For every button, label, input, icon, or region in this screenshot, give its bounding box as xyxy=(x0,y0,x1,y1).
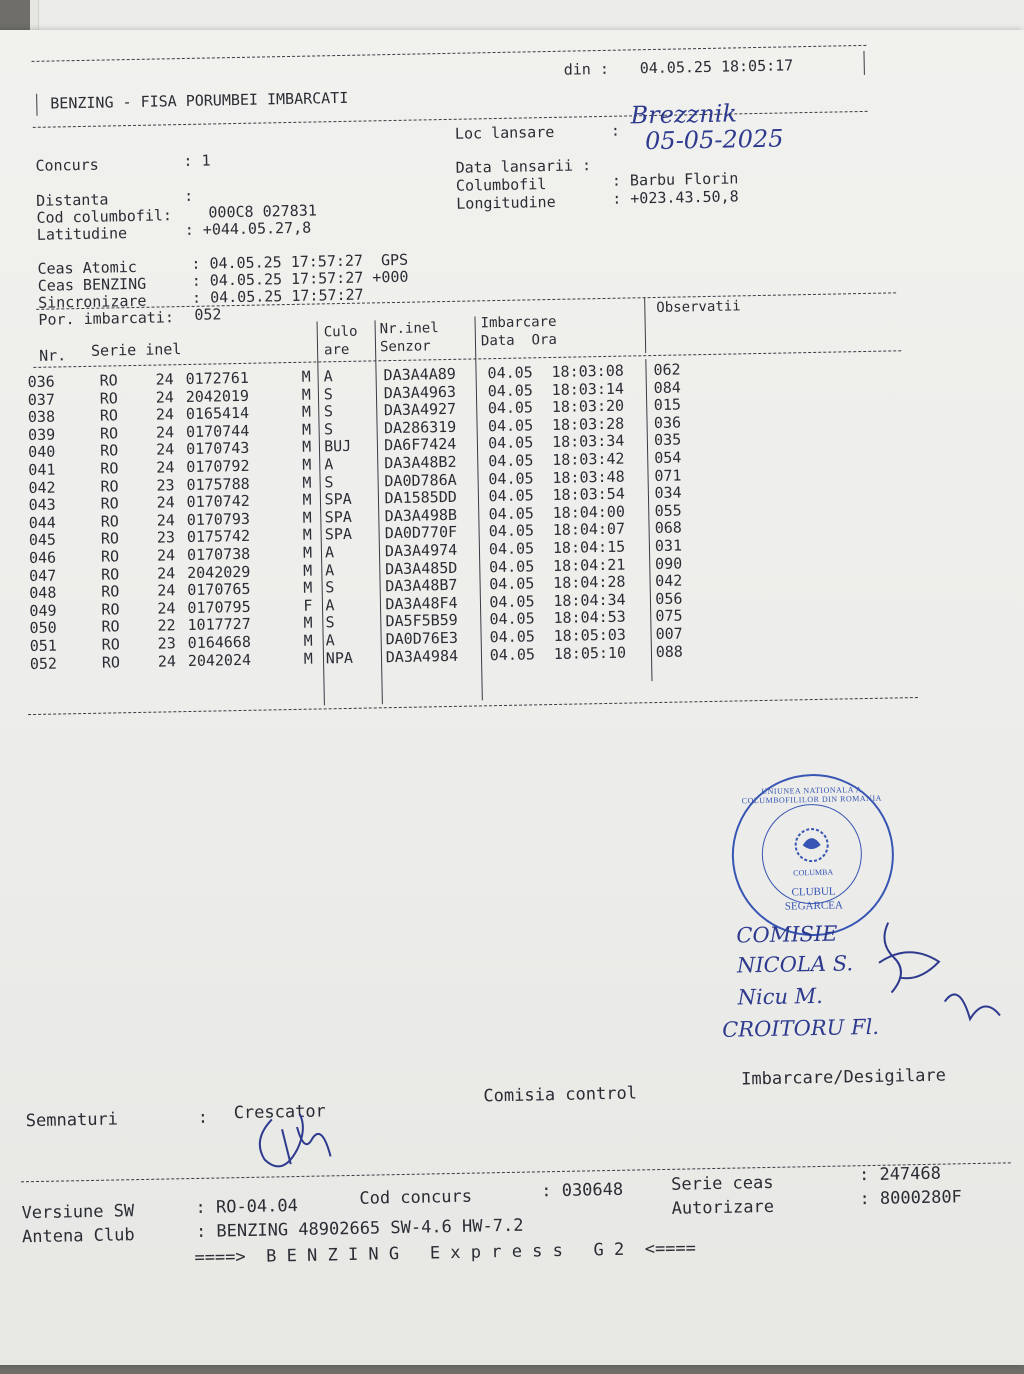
cell-sex: M xyxy=(302,508,312,527)
commission-line-2: NICOLA S. xyxy=(736,951,854,978)
cell-an: 24 xyxy=(155,423,175,442)
cell-data: 04.05 xyxy=(488,539,535,559)
cell-ora: 18:04:15 xyxy=(552,537,626,557)
cell-nr: 047 xyxy=(29,566,57,585)
cell-ora: 18:03:08 xyxy=(551,361,624,381)
cell-data: 04.05 xyxy=(487,380,534,400)
col-header-imbarcare: Imbarcare xyxy=(480,313,557,332)
cell-an: 24 xyxy=(156,458,175,477)
columbofil-value: : Barbu Florin xyxy=(611,169,739,190)
cell-obs: 007 xyxy=(655,624,683,644)
cell-obs: 036 xyxy=(653,413,682,432)
cell-ora: 18:04:00 xyxy=(552,502,626,522)
cell-sex: M xyxy=(302,543,313,562)
col-header-serie: Serie inel xyxy=(90,340,182,360)
cell-sex: M xyxy=(302,455,312,474)
cell-cul: SPA xyxy=(324,490,352,509)
por-imbarcati-value: 052 xyxy=(194,305,222,324)
longitudine-value: : +023.43.50,8 xyxy=(612,187,739,208)
cell-inel: 0170743 xyxy=(186,439,250,459)
cell-senzor: DA3A4A89 xyxy=(383,364,456,385)
cell-an: 23 xyxy=(156,475,175,495)
cell-tara: RO xyxy=(100,547,120,566)
cell-ora: 18:04:34 xyxy=(553,590,626,610)
concurs-value: : 1 xyxy=(183,151,211,171)
col-header-data-ora: Data Ora xyxy=(480,331,557,350)
loc-lansare-label: Loc lansare xyxy=(454,122,555,143)
cell-an: 24 xyxy=(155,387,175,407)
cell-inel: 2042019 xyxy=(185,386,250,406)
cell-cul: BUJ xyxy=(323,437,352,456)
cell-obs: 056 xyxy=(655,589,683,608)
cell-cul: S xyxy=(323,419,334,439)
cell-obs: 034 xyxy=(654,483,682,503)
cell-an: 24 xyxy=(155,405,175,424)
cell-data: 04.05 xyxy=(488,468,534,488)
cell-an: 24 xyxy=(156,440,175,459)
cell-data: 04.05 xyxy=(488,486,534,506)
longitudine-label: Longitudine xyxy=(456,192,556,213)
cell-tara: RO xyxy=(101,652,121,672)
cell-cul: A xyxy=(324,560,335,579)
ceas-atomic-label: Ceas Atomic xyxy=(37,257,137,278)
cell-cul: A xyxy=(324,455,334,474)
cell-tara: RO xyxy=(100,494,119,513)
col-header-nr: Nr. xyxy=(38,346,67,365)
commission-line-1: COMISIE xyxy=(736,921,838,948)
comisia-control-label: Comisia control xyxy=(483,1083,638,1107)
cell-nr: 049 xyxy=(29,601,57,620)
cell-ora: 18:05:10 xyxy=(553,643,627,663)
col-header-culo: Culo xyxy=(323,323,358,341)
serie-ceas-label: Serie ceas xyxy=(670,1172,774,1195)
latitudine-label: Latitudine xyxy=(36,224,128,244)
sincronizare-label: Sincronizare xyxy=(37,291,147,312)
cell-sex: M xyxy=(303,614,313,633)
cell-cul: A xyxy=(325,595,335,615)
cod-concurs-label: Cod concurs xyxy=(359,1186,473,1209)
cell-ora: 18:04:53 xyxy=(553,608,626,628)
cell-inel: 0170793 xyxy=(186,509,251,529)
cell-ora: 18:03:28 xyxy=(551,414,625,434)
cell-inel: 2042024 xyxy=(187,650,252,670)
cell-obs: 035 xyxy=(653,430,682,450)
cell-senzor: DA3A48F4 xyxy=(385,593,458,614)
loc-lansare-handwritten: Brezznik xyxy=(630,99,738,130)
commission-line-3: Nicu M. xyxy=(737,983,824,1010)
cell-data: 04.05 xyxy=(488,521,535,541)
cell-senzor: DA3A48B7 xyxy=(385,576,458,596)
commission-signature-scribbles xyxy=(848,900,1011,1043)
cod-columbofil-value: 000C8 027831 xyxy=(208,201,317,222)
stamp-club-line2: SEGARCEA xyxy=(784,899,843,913)
cell-ora: 18:03:42 xyxy=(552,449,625,469)
cell-data: 04.05 xyxy=(488,504,534,524)
header-left-bar xyxy=(36,94,37,116)
cell-sex: M xyxy=(301,438,312,457)
cell-senzor: DA3A4927 xyxy=(383,400,457,420)
cell-ora: 18:05:03 xyxy=(553,625,627,645)
cell-an: 24 xyxy=(157,581,176,600)
cell-tara: RO xyxy=(101,635,120,654)
cell-cul: NPA xyxy=(325,648,354,667)
cell-sex: M xyxy=(301,402,312,421)
cell-an: 23 xyxy=(156,528,176,547)
cell-cul: A xyxy=(323,367,333,386)
semnaturi-colon: : xyxy=(197,1107,209,1128)
imbarcare-desigilare-label: Imbarcare/Desigilare xyxy=(740,1065,947,1090)
cell-ora: 18:03:14 xyxy=(551,379,625,399)
cell-sex: M xyxy=(303,578,313,597)
cell-nr: 052 xyxy=(29,654,58,673)
cell-inel: 0170792 xyxy=(186,456,250,477)
cell-ora: 18:04:21 xyxy=(552,555,626,575)
cell-inel: 1017727 xyxy=(187,615,251,635)
cell-nr: 050 xyxy=(29,618,57,638)
latitudine-value: : +044.05.27,8 xyxy=(184,218,312,240)
cell-obs: 090 xyxy=(654,554,683,573)
header-right-bar xyxy=(863,51,864,75)
col-header-nrinel: Nr.inel xyxy=(379,320,439,338)
cell-senzor: DA3A4963 xyxy=(383,382,457,402)
cell-tara: RO xyxy=(101,600,120,619)
cell-nr: 040 xyxy=(28,442,56,462)
cell-tara: RO xyxy=(99,371,118,390)
cell-data: 04.05 xyxy=(489,592,535,612)
cell-cul: SPA xyxy=(324,525,353,544)
cell-ora: 18:03:20 xyxy=(551,396,625,417)
cell-nr: 045 xyxy=(28,530,57,550)
cell-tara: RO xyxy=(99,424,119,443)
cell-senzor: DA3A498B xyxy=(384,505,458,526)
cell-ora: 18:03:48 xyxy=(552,467,625,487)
cell-sex: M xyxy=(302,490,312,509)
cell-an: 24 xyxy=(157,651,177,671)
cell-sex: M xyxy=(301,420,312,439)
table-bottom-rule xyxy=(28,697,918,715)
cell-nr: 042 xyxy=(28,478,56,497)
cell-data: 04.05 xyxy=(489,574,535,594)
cell-data: 04.05 xyxy=(487,363,533,383)
cell-senzor: DA1585DD xyxy=(384,488,457,508)
cell-obs: 071 xyxy=(654,466,682,485)
table-top-rule xyxy=(36,292,896,310)
cell-ora: 18:03:54 xyxy=(552,484,625,505)
cell-nr: 051 xyxy=(29,636,57,656)
document-title: BENZING - FISA PORUMBEI IMBARCATI xyxy=(50,88,349,113)
cell-data: 04.05 xyxy=(489,644,536,664)
cell-inel: 0165414 xyxy=(185,403,250,424)
cell-nr: 048 xyxy=(29,583,57,603)
stamp-club-line1: CLUBUL xyxy=(791,885,836,899)
cell-an: 24 xyxy=(157,599,176,618)
cell-tara: RO xyxy=(100,459,119,478)
distanta-label: Distanta xyxy=(35,190,109,210)
cell-data: 04.05 xyxy=(487,398,534,418)
cell-nr: 039 xyxy=(27,425,56,444)
cell-obs: 075 xyxy=(655,606,683,626)
crescator-label: Crescator xyxy=(233,1101,327,1124)
cell-obs: 054 xyxy=(654,448,682,468)
cell-an: 24 xyxy=(155,370,174,389)
cell-sex: F xyxy=(303,596,313,615)
cell-inel: 0172761 xyxy=(185,368,249,389)
cell-cul: S xyxy=(323,402,334,421)
cell-tara: RO xyxy=(100,564,120,584)
cell-obs: 042 xyxy=(655,571,683,591)
cell-an: 24 xyxy=(156,493,175,512)
cell-tara: RO xyxy=(99,406,119,425)
col-divider-observatii-header xyxy=(644,297,646,353)
cell-sex: M xyxy=(301,385,311,404)
cell-cul: S xyxy=(325,613,335,632)
cell-inel: 0170744 xyxy=(185,421,250,441)
cell-senzor: DA3A485D xyxy=(384,558,458,578)
cell-senzor: DA0D786A xyxy=(384,470,457,490)
cell-senzor: DA3A4974 xyxy=(384,540,458,561)
data-lansarii-handwritten: 05-05-2025 xyxy=(644,124,784,156)
cell-cul: SPA xyxy=(324,507,352,527)
cell-tara: RO xyxy=(100,529,120,549)
cell-obs: 068 xyxy=(654,518,683,538)
cell-inel: 0170738 xyxy=(186,544,251,565)
stamp-inner-text: COLUMBA xyxy=(793,867,834,878)
cell-an: 23 xyxy=(157,634,176,653)
cell-ora: 18:03:34 xyxy=(551,431,625,452)
ceas-benzing-value: : 04.05.25 17:57:27 +000 xyxy=(191,267,409,290)
cell-inel: 0175742 xyxy=(186,527,251,547)
cell-cul: A xyxy=(324,543,335,562)
cell-data: 04.05 xyxy=(487,433,534,453)
loc-lansare-colon: : xyxy=(610,121,621,140)
cell-cul: S xyxy=(325,578,335,597)
cell-data: 04.05 xyxy=(489,609,535,629)
cell-sex: M xyxy=(303,631,313,650)
cell-an: 24 xyxy=(156,546,176,565)
cod-columbofil-label: Cod columbofil: xyxy=(36,206,173,227)
semnaturi-label: Semnaturi xyxy=(25,1109,119,1132)
cell-senzor: DA0D76E3 xyxy=(385,628,459,649)
cell-an: 22 xyxy=(157,616,176,635)
cell-nr: 038 xyxy=(27,407,56,427)
cell-inel: 0170765 xyxy=(187,579,251,600)
cell-obs: 015 xyxy=(653,395,682,415)
cell-inel: 0164668 xyxy=(187,632,252,653)
cell-cul: A xyxy=(325,631,335,650)
cell-cul: S xyxy=(323,384,333,403)
cell-an: 24 xyxy=(156,511,175,530)
versiune-sw-value: : RO-04.04 xyxy=(195,1196,299,1218)
cell-tara: RO xyxy=(101,582,120,601)
commission-line-4: CROITORU Fl. xyxy=(721,1014,880,1042)
cell-nr: 037 xyxy=(27,390,56,409)
cell-obs: 088 xyxy=(655,642,684,661)
cell-nr: 044 xyxy=(28,513,57,532)
cell-nr: 046 xyxy=(28,548,57,568)
cell-senzor: DA3A48B2 xyxy=(384,452,457,473)
cell-tara: RO xyxy=(100,476,119,496)
autorizare-value: : 8000280F xyxy=(859,1187,963,1210)
cell-data: 04.05 xyxy=(488,556,535,576)
cell-sex: M xyxy=(302,526,313,545)
versiune-sw-label: Versiune SW xyxy=(21,1201,135,1224)
sincronizare-value: : 04.05.25 17:57:27 xyxy=(191,285,364,307)
ceas-atomic-value: : 04.05.25 17:57:27 GPS xyxy=(191,250,409,273)
col-header-senzor: Senzor xyxy=(379,338,431,356)
antena-club-label: Antena Club xyxy=(21,1225,135,1248)
por-imbarcati-label: Por. imbarcati: xyxy=(38,308,175,329)
cell-ora: 18:04:28 xyxy=(553,572,626,593)
benzing-express-line: ====> B E N Z I N G E x p r e s s G 2 <==== xyxy=(194,1238,697,1269)
cod-concurs-value: : 030648 xyxy=(541,1179,624,1202)
print-date-value: 04.05.25 18:05:17 xyxy=(639,56,794,78)
col-header-are: are xyxy=(323,341,350,359)
cell-senzor: DA6F7424 xyxy=(383,435,457,455)
cell-tara: RO xyxy=(99,388,119,408)
cell-senzor: DA5F5B59 xyxy=(385,611,458,631)
antena-club-value: : BENZING 48902665 SW-4.6 HW-7.2 xyxy=(195,1215,524,1242)
cell-nr: 041 xyxy=(28,460,56,480)
cell-inel: 2042029 xyxy=(186,562,251,582)
cell-cul: S xyxy=(324,472,334,491)
cell-senzor: DA0D770F xyxy=(384,523,458,543)
cell-data: 04.05 xyxy=(489,627,535,647)
cell-inel: 0170742 xyxy=(186,491,250,512)
distanta-value: : xyxy=(183,186,194,206)
concurs-label: Concurs xyxy=(35,155,99,175)
cell-sex: M xyxy=(302,473,312,492)
cell-ora: 18:04:07 xyxy=(552,519,626,540)
cell-tara: RO xyxy=(100,512,119,531)
cell-nr: 036 xyxy=(27,372,55,392)
cell-obs: 031 xyxy=(654,536,683,556)
cell-sex: M xyxy=(303,649,314,668)
cell-obs: 084 xyxy=(653,378,681,397)
cell-tara: RO xyxy=(101,617,120,637)
ceas-benzing-label: Ceas BENZING xyxy=(37,274,147,295)
cell-inel: 0175788 xyxy=(186,474,250,494)
cell-tara: RO xyxy=(100,441,119,461)
stamp-outer-text: UNIUNEA NATIONALA A COLUMBOFILILOR DIN ROMANIA xyxy=(741,785,882,806)
data-lansarii-label: Data lansarii : xyxy=(455,156,592,177)
cell-an: 24 xyxy=(156,563,176,583)
cell-inel: 0170795 xyxy=(187,597,251,617)
columbofil-label: Columbofil xyxy=(455,175,547,195)
cell-senzor: DA286319 xyxy=(383,417,457,438)
cell-senzor: DA3A4984 xyxy=(385,646,459,666)
autorizare-label: Autorizare xyxy=(671,1196,775,1219)
cell-data: 04.05 xyxy=(488,451,534,471)
col-header-observatii: Observatii xyxy=(656,298,741,316)
cell-nr: 043 xyxy=(28,495,56,515)
cell-sex: M xyxy=(301,367,311,386)
cell-data: 04.05 xyxy=(487,416,534,436)
serie-ceas-value: : 247468 xyxy=(858,1163,942,1186)
print-date-label: din : xyxy=(563,59,610,79)
cell-obs: 055 xyxy=(654,501,682,520)
cell-obs: 062 xyxy=(653,360,681,380)
cell-sex: M xyxy=(302,561,313,580)
